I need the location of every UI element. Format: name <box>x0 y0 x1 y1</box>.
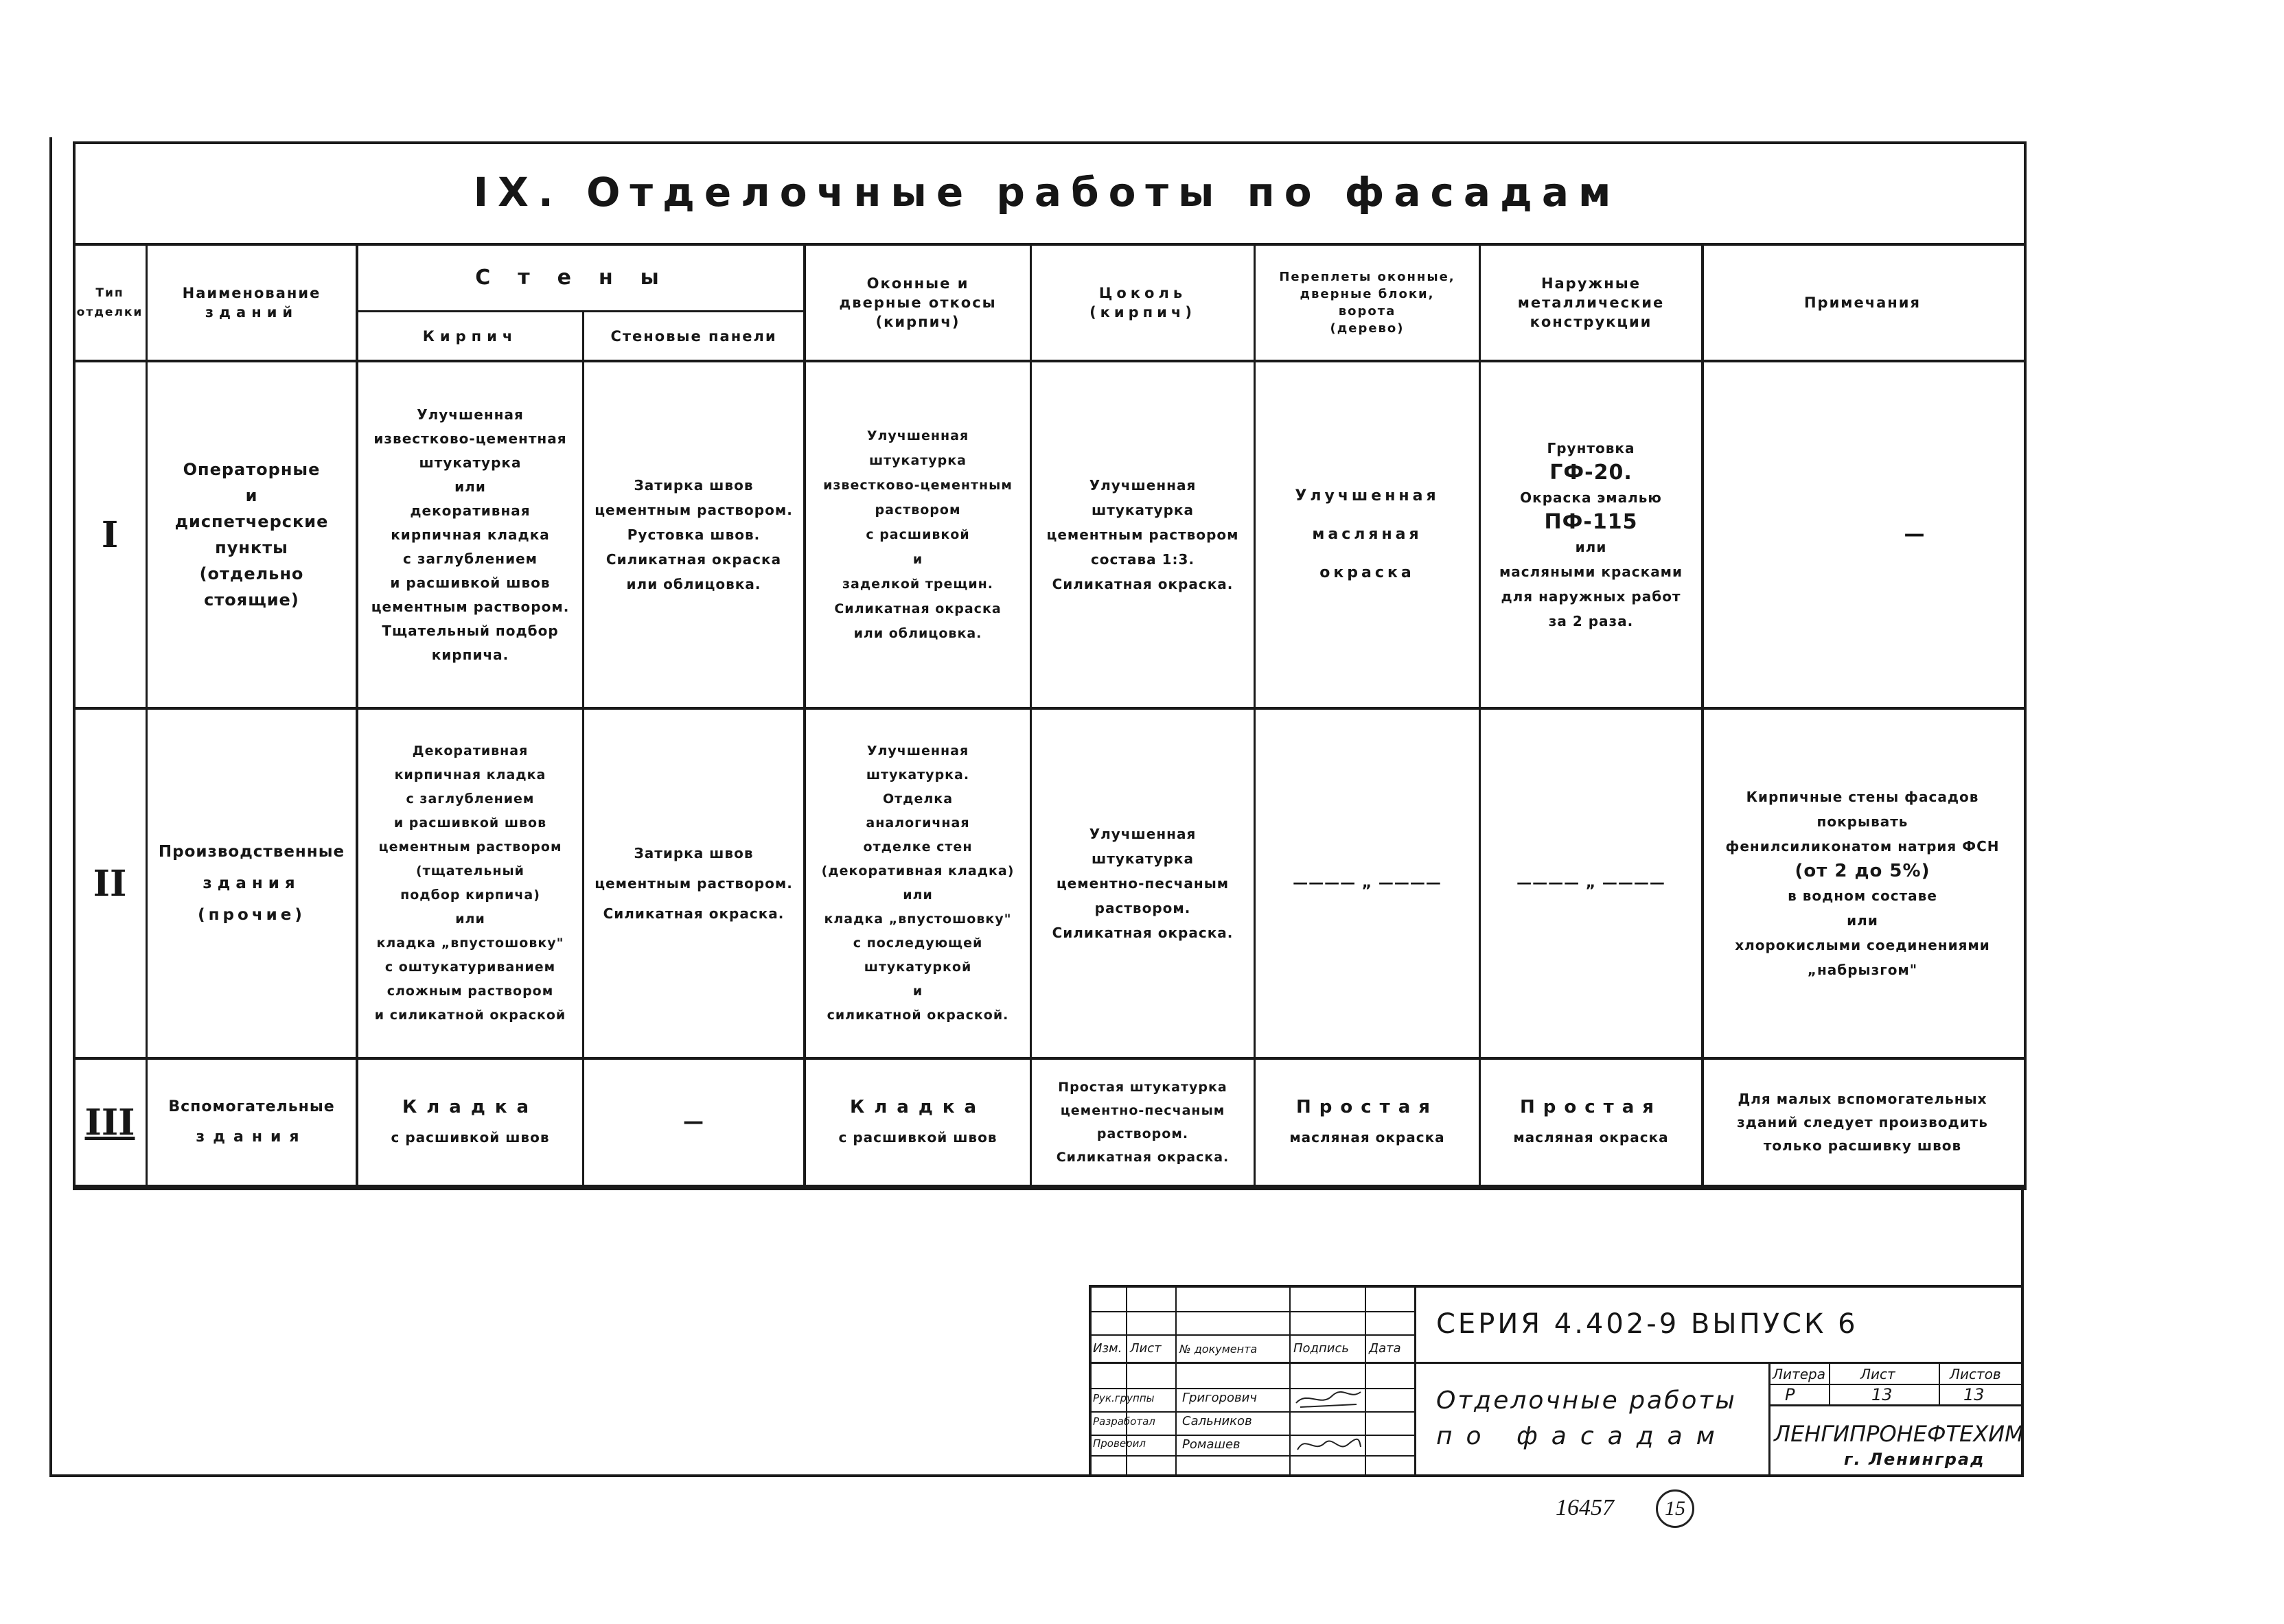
stamp-row-5 <box>1090 1411 1416 1413</box>
stamp-litera-label: Литера <box>1773 1366 1825 1382</box>
stamp-col-5 <box>1414 1286 1416 1476</box>
stamp-row-6 <box>1090 1435 1416 1436</box>
row2-slopes: Улучшенная штукатурка. Отделка аналогичная отделке стен (декоративная кладка) или кладка „впустошовку" с последующей штукатуркой и силикатной окраской. <box>821 743 1015 1023</box>
stamp-list-label: Лист <box>1860 1366 1895 1382</box>
signature-1 <box>1293 1387 1363 1413</box>
stamp-col-label-izm: Изм. <box>1093 1341 1122 1356</box>
row3-frames: Простая масляная окраска <box>1289 1097 1445 1146</box>
stamp-litera-col-1 <box>1829 1363 1830 1406</box>
stamp-col-3 <box>1289 1286 1291 1476</box>
stamp-role-2: Разработал <box>1093 1415 1155 1428</box>
stamp-listov-value: 13 <box>1963 1385 1985 1404</box>
stamp-col-label-list: Лист <box>1130 1341 1162 1356</box>
header-walls: Стены <box>475 266 687 290</box>
row1-brick: Улучшенная известково-цементная штукатурка или декоративная кирпичная кладка с заглублением и расшивкой швов цементным раствором. Тщательный подбор кирпича. <box>371 406 570 663</box>
stamp-litera-value: Р <box>1785 1385 1795 1404</box>
stamp-litera-row-2 <box>1770 1404 2024 1406</box>
stamp-row-4 <box>1090 1388 1416 1389</box>
header-panels: Стеновые панели <box>610 327 777 345</box>
row2-notes: Кирпичные стены фасадов покрывать фенилсиликонатом натрия ФСН (от 2 до 5%) в водном составе или хлорокислыми соединениями „набрызгом" <box>1725 789 2000 978</box>
row3-metal: Простая масляная окраска <box>1513 1097 1669 1146</box>
stamp-role-3: Проверил <box>1093 1437 1146 1450</box>
stamp-listov-label: Листов <box>1950 1366 2001 1382</box>
row2-brick: Декоративная кирпичная кладка с заглублением и расшивкой швов цементным раствором (тщательный подбор кирпича) или кладка „впустошовку" с оштукатуриванием сложным раствором и силикатной окраской <box>374 743 566 1023</box>
row1-frames: Улучшенная масляная окраска <box>1295 487 1440 581</box>
row2-plinth: Улучшенная штукатурка цементно-песчаным раствором. Силикатная окраска. <box>1052 826 1234 941</box>
row3-brick: Кладка с расшивкой швов <box>391 1097 550 1146</box>
row2-panels: Затирка швов цементным раствором. Силикатная окраска. <box>595 845 793 922</box>
row1-notes: — <box>1904 522 1926 546</box>
row1-type: I <box>101 513 119 556</box>
header-type: Тип отделки <box>76 286 143 319</box>
stamp-city: г. Ленинград <box>1844 1450 1985 1469</box>
stamp-row-3 <box>1090 1362 1416 1364</box>
header-name: Наименование зданий <box>182 285 321 321</box>
stamp-litera-col-2 <box>1939 1363 1940 1406</box>
stamp-col-2 <box>1175 1286 1177 1476</box>
row2-metal: ———— „ ———— <box>1516 874 1665 892</box>
row1-name: Операторные и диспетчерские пункты (отдельно стоящие) <box>174 460 329 610</box>
signature-2 <box>1293 1432 1363 1457</box>
row3-panels: — <box>683 1110 704 1134</box>
row1-metal: Грунтовка ГФ-20. Окраска эмалью ПФ-115 или масляными красками для наружных работ за 2 раза. <box>1499 440 1683 629</box>
stamp-name-3: Ромашев <box>1182 1437 1241 1452</box>
inventory-number: 16457 <box>1556 1495 1614 1520</box>
row3-notes: Для малых вспомогательных зданий следует производить только расшивку швов <box>1737 1091 1988 1154</box>
page-title: IX. Отделочные работы по фасадам <box>473 169 1621 216</box>
stamp-col-label-sign: Подпись <box>1293 1341 1349 1356</box>
header-notes: Примечания <box>1803 294 1922 311</box>
row3-name: Вспомогательные здания <box>168 1098 335 1146</box>
stamp-right-divider <box>1768 1363 1770 1476</box>
header-brick: Кирпич <box>422 327 518 345</box>
row3-type: III <box>84 1101 135 1144</box>
stamp-name-2: Сальников <box>1182 1414 1252 1428</box>
stamp-row-2 <box>1090 1334 1416 1336</box>
row2-name: Производственные здания (прочие) <box>158 843 345 924</box>
sheet-left-border <box>49 137 52 1477</box>
page-number: 15 <box>1656 1489 1694 1528</box>
row3-slopes: Кладка с расшивкой швов <box>838 1097 997 1146</box>
stamp-organization: ЛЕНГИПРОНЕФТЕХИМ <box>1774 1421 2024 1447</box>
row1-plinth: Улучшенная штукатурка цементным раствором состава 1:3. Силикатная окраска. <box>1046 477 1239 592</box>
stamp-right-row-1 <box>1416 1362 2024 1364</box>
header-metal: Наружные металлические конструкции <box>1517 275 1665 330</box>
stamp-sheet-title-2: по фасадам <box>1436 1422 1729 1450</box>
stamp-sheet-title-1: Отделочные работы <box>1436 1387 1737 1415</box>
stamp-col-label-date: Дата <box>1369 1341 1401 1356</box>
header-plinth: Цоколь (кирпич) <box>1089 285 1196 321</box>
row1-slopes: Улучшенная штукатурка известково-цементным раствором с расшивкой и заделкой трещин. Силикатная окраска или облицовка. <box>823 428 1013 641</box>
stamp-series: СЕРИЯ 4.402-9 ВЫПУСК 6 <box>1436 1308 1858 1340</box>
stamp-name-1: Григорович <box>1182 1391 1258 1405</box>
row2-type: II <box>93 862 127 905</box>
stamp-row-1 <box>1090 1311 1416 1312</box>
stamp-role-1: Рук.группы <box>1093 1392 1155 1404</box>
header-frames: Переплеты оконные, дверные блоки, ворота (дерево) <box>1279 270 1455 336</box>
stamp-litera-row-1 <box>1770 1384 2024 1385</box>
row2-frames: ———— „ ———— <box>1293 874 1442 892</box>
rule-row3 <box>73 1185 2024 1187</box>
row1-panels: Затирка швов цементным раствором. Рустовка швов. Силикатная окраска или облицовка. <box>595 477 793 592</box>
header-window-slopes: Оконные и дверные откосы (кирпич) <box>839 275 997 330</box>
stamp-col-4 <box>1365 1286 1366 1476</box>
row3-plinth: Простая штукатурка цементно-песчаным раствором. Силикатная окраска. <box>1056 1080 1230 1165</box>
stamp-col-label-doc: № документа <box>1179 1343 1258 1356</box>
stamp-list-value: 13 <box>1871 1385 1893 1404</box>
stamp-row-7 <box>1090 1455 1416 1457</box>
